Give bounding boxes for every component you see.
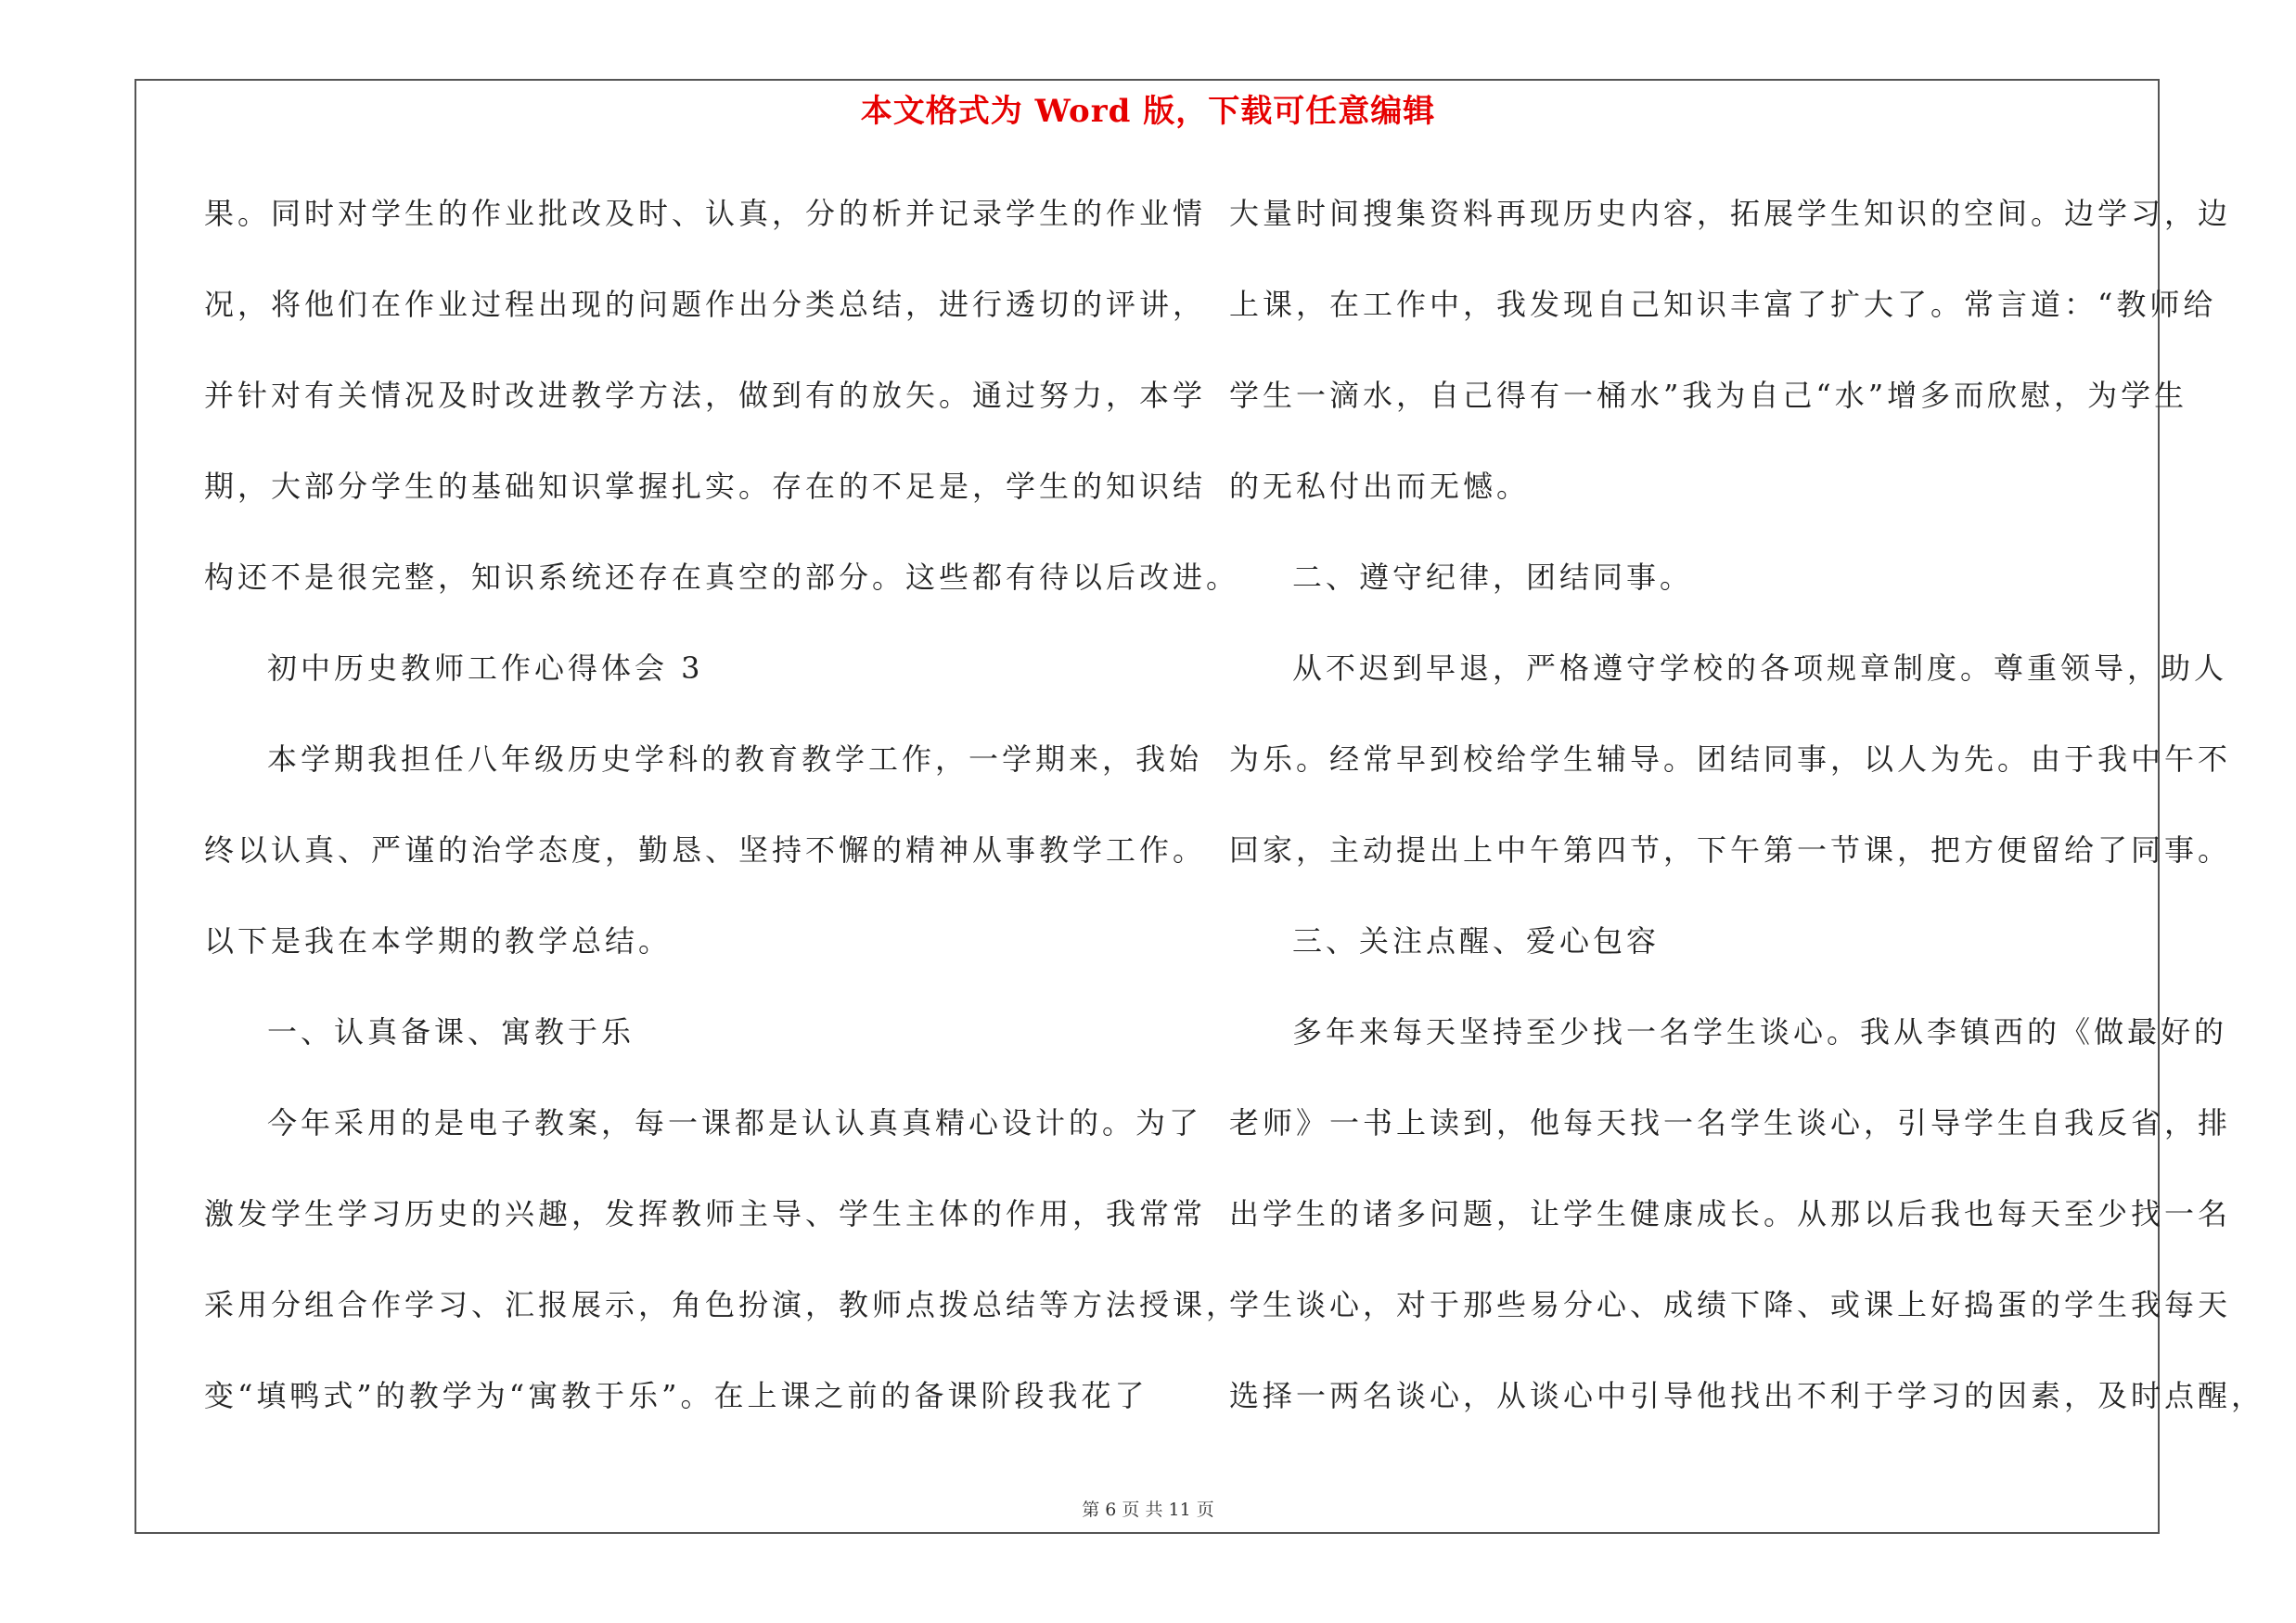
text-line-content: 多年来每天坚持至少找一名学生谈心。我从李镇西的《做最好的: [1292, 1014, 2228, 1050]
text-line-content: 大量时间搜集资料再现历史内容，拓展学生知识的空间。边学习，边: [1229, 196, 2232, 231]
text-line-content: 二、遵守纪律，团结同事。: [1292, 560, 1694, 595]
text-line-content: 选择一两名谈心，从谈心中引导他找出不利于学习的因素，及时点醒，: [1229, 1378, 2265, 1413]
text-line-content: 期，大部分学生的基础知识掌握扎实。存在的不足是，学生的知识结: [204, 469, 1207, 504]
text-line-content: 今年采用的是电子教案，每一课都是认认真真精心设计的。为了: [267, 1105, 1203, 1140]
text-line-content: 以下是我在本学期的教学总结。: [204, 923, 673, 959]
text-line-content: 学生谈心，对于那些易分心、成绩下降、或课上好捣蛋的学生我每天: [1229, 1287, 2232, 1322]
text-line-content: 激发学生学习历史的兴趣，发挥教师主导、学生主体的作用，我常常: [204, 1196, 1207, 1231]
text-line-content: 从不迟到早退，严格遵守学校的各项规章制度。尊重领导，助人: [1292, 650, 2228, 686]
text-line-content: 一、认真备课、寓教于乐: [267, 1014, 635, 1050]
text-line-content: 并针对有关情况及时改进教学方法，做到有的放矢。通过努力，本学: [204, 378, 1207, 413]
text-line-content: 回家，主动提出上中午第四节，下午第一节课，把方便留给了同事。: [1229, 832, 2232, 868]
text-line-content: 况，将他们在作业过程出现的问题作出分类总结，进行透切的评讲，: [204, 287, 1207, 322]
text-line-content: 三、关注点醒、爱心包容: [1292, 923, 1661, 959]
text-line-content: 学生一滴水，自己得有一桶水”我为自己“水”增多而欣慰，为学生: [1229, 378, 2188, 413]
text-line-content: 的无私付出而无憾。: [1229, 469, 1531, 504]
text-line-content: 出学生的诸多问题，让学生健康成长。从那以后我也每天至少找一名: [1229, 1196, 2232, 1231]
text-line-content: 果。同时对学生的作业批改及时、认真，分的析并记录学生的作业情: [204, 196, 1207, 231]
page-number-footer: 第 6 页 共 11 页: [1082, 1500, 1214, 1520]
text-line-content: 终以认真、严谨的治学态度，勤恳、坚持不懈的精神从事教学工作。: [204, 832, 1207, 868]
text-line-content: 本学期我担任八年级历史学科的教育教学工作，一学期来，我始: [267, 741, 1203, 777]
left-text-column: [204, 196, 1240, 1487]
text-line-content: 构还不是很完整，知识系统还存在真空的部分。这些都有待以后改进。: [204, 560, 1240, 595]
text-line-content: 为乐。经常早到校给学生辅导。团结同事，以人为先。由于我中午不: [1229, 741, 2232, 777]
text-line: [204, 1378, 1148, 1487]
text-line-content: 初中历史教师工作心得体会 3: [267, 650, 704, 686]
text-line: [1229, 1378, 2265, 1487]
text-line-content: 上课，在工作中，我发现自己知识丰富了扩大了。常言道：“教师给: [1229, 287, 2217, 322]
right-text-column: [1229, 196, 2265, 1487]
text-line-content: 老师》一书上读到，他每天找一名学生谈心，引导学生自我反省，排: [1229, 1105, 2232, 1140]
text-line-content: 变“填鸭式”的教学为“寓教于乐”。在上课之前的备课阶段我花了: [204, 1378, 1148, 1413]
format-notice-header: 本文格式为 Word 版，下载可任意编辑: [860, 93, 1436, 130]
text-line-content: 采用分组合作学习、汇报展示，角色扮演，教师点拨总结等方法授课，: [204, 1287, 1240, 1322]
